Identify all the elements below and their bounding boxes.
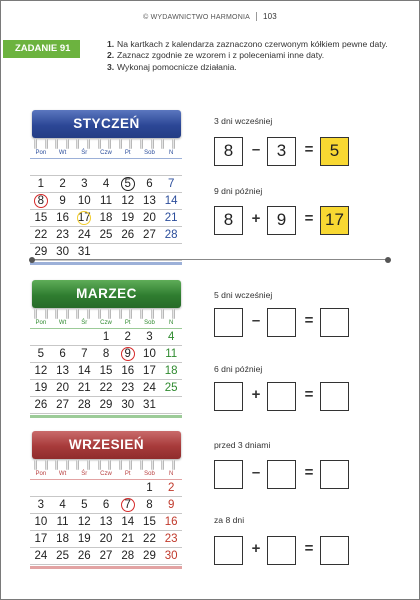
calendar-day[interactable]: 12	[34, 365, 48, 377]
calendar-day[interactable]: 1	[146, 482, 153, 494]
instruction-text: Zaznacz zgodnie ze wzorem i z poleceniami inne daty.	[117, 50, 325, 61]
calendar-day[interactable]: 24	[34, 550, 48, 562]
calendar-day[interactable]	[95, 480, 117, 496]
calendar-day[interactable]: 13	[99, 516, 113, 528]
day-name: N	[169, 150, 174, 156]
calendar-day[interactable]: 28	[121, 550, 135, 562]
calendar-day[interactable]: 9	[59, 195, 66, 207]
instruction-text: Na kartkach z kalendarza zaznaczono czerwonym kółkiem pewne daty.	[117, 39, 388, 49]
header-separator	[256, 12, 257, 21]
calendar-day[interactable]: 10	[77, 195, 91, 207]
calendar-day[interactable]: 8	[146, 499, 153, 511]
calendar-day[interactable]: 19	[34, 382, 48, 394]
calendar-january	[30, 148, 182, 265]
calendar-day[interactable]: 6	[146, 178, 153, 190]
calendar-bottom-bar	[30, 262, 182, 265]
page-header	[0, 12, 420, 21]
publisher-text: © WYDAWNICTWO HARMONIA	[143, 14, 250, 21]
day-name: Sob	[144, 320, 155, 326]
calendar-day[interactable]: 14	[121, 516, 135, 528]
result-box[interactable]: 5	[320, 137, 349, 166]
day-name: Wt	[58, 471, 67, 477]
day-name: Śr	[81, 150, 88, 156]
calendar-day[interactable]	[52, 159, 74, 175]
result-box[interactable]	[320, 536, 349, 565]
calendar-day[interactable]: 1	[102, 331, 110, 343]
calendar-day[interactable]: 18	[56, 533, 69, 545]
operator-sign: –	[251, 312, 261, 329]
operand-box[interactable]: 9	[267, 206, 296, 235]
calendar-day[interactable]: 3	[81, 178, 88, 190]
calendar-day[interactable]: 23	[164, 533, 178, 545]
calendar-week-row	[30, 363, 182, 380]
calendar-day[interactable]: 28	[77, 399, 91, 411]
calendar-day[interactable]: 7	[167, 178, 175, 190]
equals-sign: =	[304, 386, 314, 403]
calendar-day-marked[interactable]: 17	[73, 210, 95, 226]
operand-box[interactable]	[214, 308, 243, 337]
calendar-bottom-bar	[30, 566, 182, 569]
calendar-banner-september: WRZESIEŃ	[32, 431, 181, 459]
calendar-day[interactable]: 1	[37, 178, 45, 190]
day-name: Czw	[100, 471, 112, 477]
calendar-day[interactable]: 10	[143, 348, 156, 360]
calendar-day[interactable]: 22	[143, 533, 156, 545]
calendar-day[interactable]	[30, 329, 52, 345]
calendar-day[interactable]: 2	[167, 482, 175, 494]
calendar-day[interactable]: 25	[56, 550, 69, 562]
instruction-item	[107, 50, 407, 61]
operator-sign: +	[251, 540, 261, 557]
calendar-day[interactable]: 4	[102, 178, 110, 190]
calendar-day[interactable]: 31	[143, 399, 156, 411]
day-name: Pon	[35, 471, 47, 477]
day-name: Śr	[81, 320, 88, 326]
calendar-day[interactable]	[160, 159, 182, 175]
calendar-day[interactable]: 20	[56, 382, 69, 394]
exercise-label: przed 3 dniami	[214, 440, 271, 450]
equals-sign: =	[304, 141, 314, 158]
calendar-day[interactable]: 13	[143, 195, 156, 207]
calendar-week-row	[30, 159, 182, 176]
calendar-week-row	[30, 497, 182, 514]
divider-dot-right	[385, 257, 391, 263]
calendar-september	[30, 469, 182, 569]
calendar-week-row	[30, 548, 182, 565]
day-name: Czw	[100, 150, 112, 156]
calendar-week-row	[30, 227, 182, 244]
calendar-day[interactable]: 3	[146, 331, 153, 343]
exercise-label: 3 dni wcześniej	[214, 116, 273, 126]
calendar-bottom-bar	[30, 415, 182, 418]
calendar-day[interactable]: 30	[56, 246, 69, 258]
calendar-day[interactable]: 30	[121, 399, 135, 411]
result-box[interactable]	[320, 460, 349, 489]
calendar-day[interactable]: 12	[121, 195, 135, 207]
calendar-day[interactable]: 17	[143, 365, 156, 377]
calendar-day[interactable]: 3	[37, 499, 45, 511]
calendar-march	[30, 318, 182, 418]
day-name: Czw	[100, 320, 112, 326]
calendar-day[interactable]	[30, 480, 52, 496]
day-names-row	[30, 148, 182, 159]
calendar-day[interactable]	[52, 329, 74, 345]
operand-box[interactable]	[267, 382, 296, 411]
calendar-day[interactable]: 2	[124, 331, 131, 343]
calendar-day[interactable]: 16	[164, 516, 178, 528]
calendar-day-marked[interactable]: 5	[117, 176, 139, 192]
operator-sign: –	[251, 141, 261, 158]
calendar-day[interactable]: 14	[77, 365, 91, 377]
operator-sign: –	[251, 464, 261, 481]
equals-sign: =	[304, 312, 314, 329]
calendar-day[interactable]: 28	[164, 229, 178, 241]
calendar-day[interactable]: 22	[34, 229, 48, 241]
calendar-week-row	[30, 380, 182, 397]
day-name: Pon	[35, 150, 47, 156]
calendar-day[interactable]: 29	[99, 399, 113, 411]
calendar-day[interactable]: 21	[121, 533, 135, 545]
calendar-day[interactable]	[160, 244, 182, 260]
calendar-day[interactable]	[30, 159, 52, 175]
calendar-day[interactable]: 18	[99, 212, 113, 224]
section-divider	[32, 259, 388, 260]
calendar-day[interactable]: 12	[77, 516, 91, 528]
operand-box[interactable]	[267, 460, 296, 489]
operand-box[interactable]	[267, 536, 296, 565]
calendar-day[interactable]	[117, 480, 139, 496]
calendar-day-marked[interactable]: 7	[117, 497, 139, 513]
calendar-day[interactable]	[139, 159, 161, 175]
calendar-day[interactable]: 23	[121, 382, 135, 394]
instruction-text: Wykonaj pomocnicze działania.	[117, 61, 237, 72]
calendar-day[interactable]: 16	[56, 212, 69, 224]
calendar-day[interactable]: 15	[34, 212, 48, 224]
equals-sign: =	[304, 540, 314, 557]
calendar-day[interactable]: 11	[56, 516, 69, 528]
calendar-day[interactable]: 31	[77, 246, 91, 258]
calendar-day[interactable]: 27	[99, 550, 113, 562]
exercise-label: 5 dni wcześniej	[214, 290, 273, 300]
calendar-day[interactable]: 16	[121, 365, 135, 377]
day-names-row	[30, 318, 182, 329]
operand-box[interactable]: 8	[214, 206, 243, 235]
calendar-day[interactable]	[95, 159, 117, 175]
calendar-day[interactable]: 26	[77, 550, 91, 562]
calendar-day[interactable]: 30	[164, 550, 178, 562]
calendar-week-row	[30, 210, 182, 227]
day-name: Wt	[58, 320, 67, 326]
calendar-day[interactable]: 4	[167, 331, 175, 343]
instruction-item	[107, 62, 407, 73]
calendar-week-row	[30, 531, 182, 548]
task-badge: ZADANIE 91	[3, 40, 80, 58]
calendar-day[interactable]	[52, 480, 74, 496]
calendar-day[interactable]: 27	[56, 399, 69, 411]
calendar-day[interactable]: 11	[100, 195, 112, 207]
calendar-day[interactable]: 20	[99, 533, 113, 545]
operand-box[interactable]: 8	[214, 137, 243, 166]
calendar-day[interactable]: 7	[81, 348, 88, 360]
result-box[interactable]: 17	[320, 206, 349, 235]
calendar-day[interactable]: 15	[99, 365, 113, 377]
calendar-day[interactable]: 6	[102, 499, 110, 511]
operator-sign: +	[251, 210, 261, 227]
calendar-day[interactable]: 8	[102, 348, 110, 360]
calendar-week-row	[30, 397, 182, 414]
calendar-week-row	[30, 346, 182, 363]
calendar-banner-march: MARZEC	[32, 280, 181, 308]
calendar-day[interactable]: 5	[81, 499, 88, 511]
calendar-day[interactable]	[95, 244, 117, 260]
calendar-day[interactable]: 29	[143, 550, 156, 562]
instructions-list	[107, 39, 407, 73]
calendar-day[interactable]	[73, 159, 95, 175]
instruction-item	[107, 39, 407, 50]
page-number: 103	[262, 12, 277, 21]
day-name: N	[169, 320, 174, 326]
calendar-banner-january: STYCZEŃ	[32, 110, 181, 138]
operand-box[interactable]: 3	[267, 137, 296, 166]
calendar-day[interactable]: 18	[164, 365, 178, 377]
calendar-day-marked[interactable]: 8	[30, 193, 52, 209]
calendar-week-row	[30, 176, 182, 193]
calendar-day[interactable]: 21	[164, 212, 178, 224]
result-box[interactable]	[320, 308, 349, 337]
equals-sign: =	[304, 210, 314, 227]
calendar-day[interactable]: 25	[164, 382, 178, 394]
calendar-day-marked[interactable]: 9	[117, 346, 139, 362]
day-name: Sob	[144, 471, 155, 477]
calendar-day[interactable]: 11	[165, 348, 178, 360]
calendar-week-row	[30, 480, 182, 497]
calendar-day[interactable]: 29	[34, 246, 48, 258]
operand-box[interactable]	[214, 382, 243, 411]
equals-sign: =	[304, 464, 314, 481]
calendar-day[interactable]: 19	[121, 212, 135, 224]
day-name: Pon	[35, 320, 47, 326]
day-name: Pt	[124, 150, 131, 156]
calendar-day[interactable]: 9	[167, 499, 175, 511]
day-name: N	[169, 471, 174, 477]
day-names-row	[30, 469, 182, 480]
exercise-label: 6 dni później	[214, 364, 263, 374]
calendar-day[interactable]: 17	[34, 533, 48, 545]
calendar-day[interactable]: 19	[77, 533, 91, 545]
calendar-day[interactable]	[117, 244, 139, 260]
calendar-week-row	[30, 193, 182, 210]
divider-dot-left	[29, 257, 35, 263]
calendar-day[interactable]	[139, 244, 161, 260]
calendar-day[interactable]: 23	[56, 229, 69, 241]
day-name: Wt	[58, 150, 67, 156]
calendar-day[interactable]: 15	[143, 516, 156, 528]
instruction-number: 1.	[107, 39, 115, 49]
calendar-day[interactable]: 22	[99, 382, 113, 394]
calendar-day[interactable]: 21	[77, 382, 91, 394]
exercise-label: za 8 dni	[214, 515, 245, 525]
day-name: Pt	[124, 320, 131, 326]
calendar-day[interactable]: 26	[121, 229, 135, 241]
day-name: Śr	[81, 471, 88, 477]
exercise-label: 9 dni później	[214, 186, 263, 196]
calendar-day[interactable]: 2	[59, 178, 66, 190]
operand-box[interactable]	[214, 460, 243, 489]
calendar-week-row	[30, 329, 182, 346]
calendar-day[interactable]: 5	[37, 348, 45, 360]
operator-sign: +	[251, 386, 261, 403]
instruction-number: 2.	[107, 50, 115, 61]
calendar-day[interactable]: 26	[34, 399, 48, 411]
instruction-number: 3.	[107, 61, 115, 72]
calendar-day[interactable]: 4	[59, 499, 66, 511]
calendar-day[interactable]: 6	[59, 348, 66, 360]
calendar-day[interactable]	[160, 397, 182, 413]
calendar-week-row	[30, 514, 182, 531]
day-name: Sob	[144, 150, 155, 156]
calendar-day[interactable]	[73, 480, 95, 496]
calendar-day[interactable]: 24	[143, 382, 156, 394]
calendar-day[interactable]: 25	[99, 229, 113, 241]
operand-box[interactable]	[267, 308, 296, 337]
calendar-day[interactable]	[117, 159, 139, 175]
calendar-day[interactable]: 10	[34, 516, 48, 528]
operand-box[interactable]	[214, 536, 243, 565]
calendar-day[interactable]: 27	[143, 229, 156, 241]
calendar-day[interactable]: 14	[164, 195, 178, 207]
result-box[interactable]	[320, 382, 349, 411]
calendar-day[interactable]: 13	[56, 365, 69, 377]
calendar-day[interactable]	[73, 329, 95, 345]
day-name: Pt	[124, 471, 131, 477]
calendar-day[interactable]: 24	[77, 229, 91, 241]
calendar-day[interactable]: 20	[143, 212, 156, 224]
